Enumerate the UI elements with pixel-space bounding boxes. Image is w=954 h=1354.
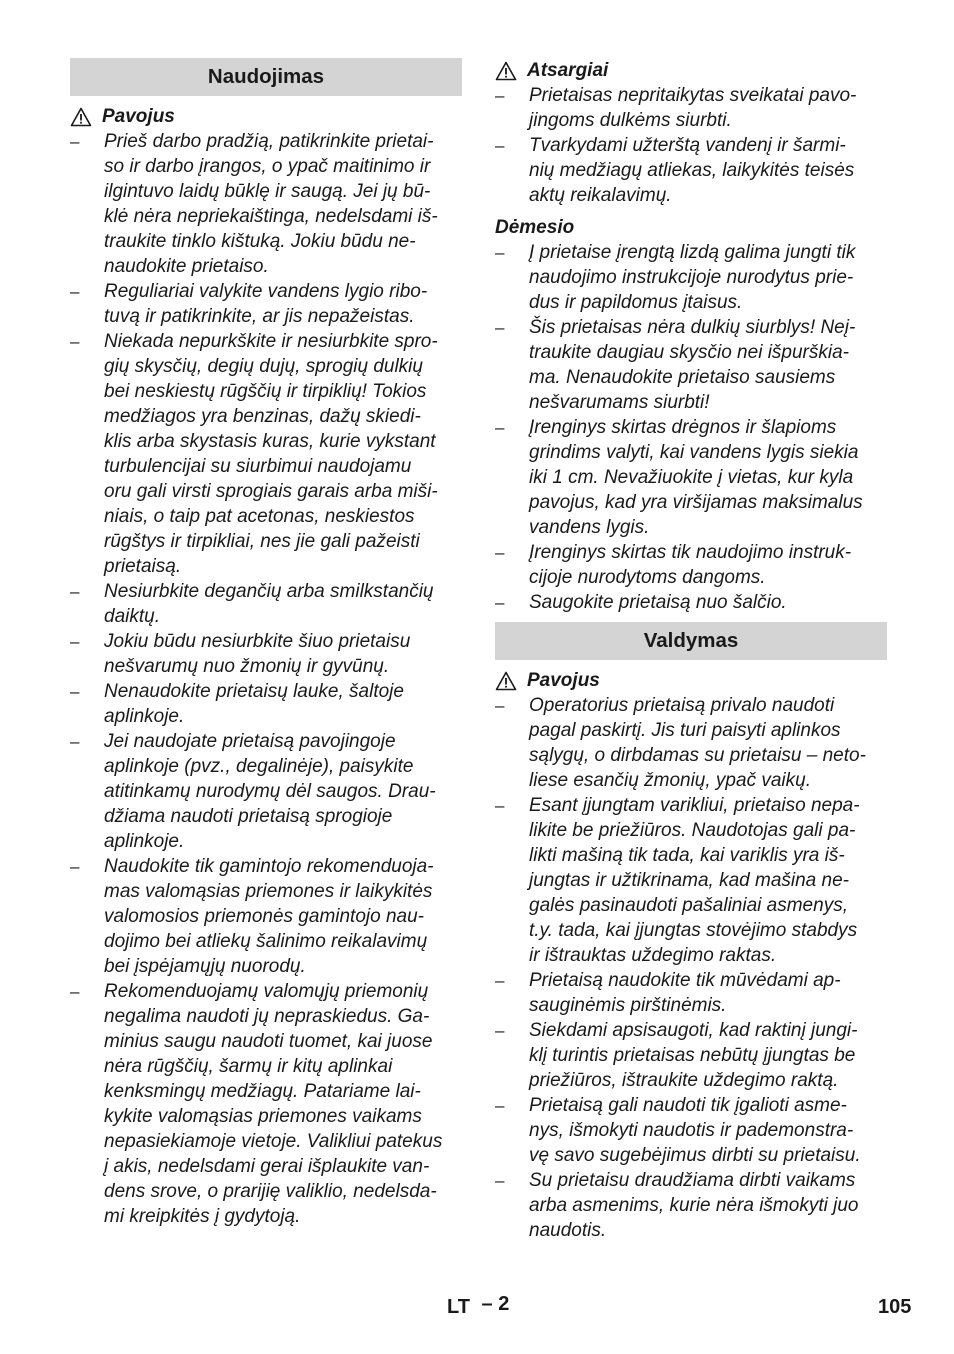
- list-item: – Su prietaisu draudžiama dirbti vaikams arba asmenims, kurie nėra išmokyti juo naudotis.: [495, 1168, 887, 1243]
- attention-label-text: Dėmesio: [495, 217, 575, 238]
- list-item: – Prietaisą gali naudoti tik įgalioti asme- nys, išmokyti naudotis ir pademonstra- vę savo sugebėjimus dirbti su prietaisu.: [495, 1093, 887, 1168]
- list-item: – Reguliariai valykite vandens lygio ribo- tuvą ir patikrinkite, ar jis nepažeistas.: [70, 279, 462, 329]
- attention-label: [495, 215, 887, 240]
- page-number: 105: [878, 1296, 912, 1318]
- section-heading-valdymas: Valdymas: [495, 622, 887, 660]
- list-item: – Siekdami apsisaugoti, kad raktinį jungi- klį turintis prietaisas nebūtų įjungtas be priežiūros, ištraukite uždegimo raktą.: [495, 1018, 887, 1093]
- list-item: – Jei naudojate prietaisą pavojingoje aplinkoje (pvz., degalinėje), paisykite atitinkamų nurodymų dėl saugos. Drau- džiama naudoti prietaisą sprogioje aplinkoje.: [70, 729, 462, 854]
- danger-label-text: Pavojus: [527, 670, 600, 691]
- left-column: [70, 58, 462, 1229]
- danger-label: [70, 104, 462, 129]
- list-item: – Saugokite prietaisą nuo šalčio.: [495, 590, 887, 615]
- list-item: – Įrenginys skirtas drėgnos ir šlapioms grindims valyti, kai vandens lygis siekia iki 1 cm. Nevažiuokite į vietas, kur kyla pavojus, kad yra viršijamas maksimalus vandens lygis.: [495, 415, 887, 540]
- list-item: – Nesiurbkite degančių arba smilkstančių daiktų.: [70, 579, 462, 629]
- warning-triangle-icon: [495, 61, 517, 81]
- list-item: – Prietaisas nepritaikytas sveikatai pavo- jingoms dulkėms siurbti.: [495, 83, 887, 133]
- list-item: – Prieš darbo pradžią, patikrinkite prietai- so ir darbo įrangos, o ypač maitinimo ir ilgintuvo laidų būklę ir saugą. Jei jų bū- klė nėra nepriekaištinga, nedelsdami iš- traukite tinklo kištuką. Jokiu būdu ne- naudokite prietaiso.: [70, 129, 462, 279]
- danger-label: [495, 668, 887, 693]
- caution-label: [495, 58, 887, 83]
- list-item: – Tvarkydami užterštą vandenį ir šarmi- nių medžiagų atliekas, laikykitės teisės aktų reikalavimų.: [495, 133, 887, 208]
- section-page: – 2: [481, 1293, 510, 1315]
- footer-language-section: [447, 1293, 510, 1319]
- list-item: – Rekomenduojamų valomųjų priemonių negalima naudoti jų nepraskiedus. Ga- minius saugu naudoti tuomet, kai juose nėra rūgščių, šarmų ir kitų aplinkai kenksmingų medžiagų. Patariame lai- kykite valomąsias priemones vaikams nepasiekiamoje vietoje. Valikliui patekus į akis, nedelsdami gerai išplaukite van- dens srove, o prarijię valiklio, nedelsda- mi kreipkitės į gydytoją.: [70, 979, 462, 1229]
- list-item: – Įrenginys skirtas tik naudojimo instruk- cijoje nurodytoms dangoms.: [495, 540, 887, 590]
- caution-list: [495, 83, 887, 208]
- danger-list: [70, 129, 462, 1229]
- list-item: – Naudokite tik gamintojo rekomenduoja- mas valomąsias priemones ir laikykitės valomosios priemonės gamintojo nau- dojimo bei atliekų šalinimo reikalavimų bei įspėjamųjų nuorodų.: [70, 854, 462, 979]
- list-item: – Operatorius prietaisą privalo naudoti pagal paskirtį. Jis turi paisyti aplinkos sąlygų, o dirbdamas su prietaisu – neto- liese esančių žmonių, ypač vaikų.: [495, 693, 887, 793]
- list-item: – Prietaisą naudokite tik mūvėdami ap- sauginėmis pirštinėmis.: [495, 968, 887, 1018]
- list-item: – Esant įjungtam varikliui, prietaiso nepa- likite be priežiūros. Naudotojas gali pa- likti mašiną tik tada, kai variklis yra iš- jungtas ir užtikrinama, kad mašina ne- galės pasinaudoti pašaliniai asmenys, t.y. tada, kai įjungtas stovėjimo stabdys ir ištrauktas uždegimo raktas.: [495, 793, 887, 968]
- list-item: – Jokiu būdu nesiurbkite šiuo prietaisu nešvarumų nuo žmonių ir gyvūnų.: [70, 629, 462, 679]
- attention-list: [495, 240, 887, 615]
- danger-label-text: Pavojus: [102, 106, 175, 127]
- danger-list-valdymas: [495, 693, 887, 1243]
- section-heading-naudojimas: Naudojimas: [70, 58, 462, 96]
- language-code: LT: [447, 1296, 470, 1318]
- warning-triangle-icon: [70, 107, 92, 127]
- right-column: [495, 58, 887, 1243]
- list-item: – Nenaudokite prietaisų lauke, šaltoje aplinkoje.: [70, 679, 462, 729]
- caution-label-text: Atsargiai: [527, 60, 609, 81]
- list-item: – Šis prietaisas nėra dulkių siurblys! Neį- traukite daugiau skysčio nei išpurškia- ma. Nenaudokite prietaiso sausiems nešvarumams siurbti!: [495, 315, 887, 415]
- list-item: – Į prietaise įrengtą lizdą galima jungti tik naudojimo instrukcijoje nurodytus prie- dus ir papildomus įtaisus.: [495, 240, 887, 315]
- list-item: – Niekada nepurkškite ir nesiurbkite spro- gių skysčių, degių dujų, sprogių dulkių bei neskiestų rūgščių ir tirpiklių! Tokios medžiagos yra benzinas, dažų skiedi- klis arba skystasis kuras, kurie vykstant turbulencijai su siurbimui naudojamu oru gali virsti sprogiais garais arba miši- niais, o taip pat acetonas, neskiestos rūgštys ir tirpikliai, nes jie gali pažeisti prietaisą.: [70, 329, 462, 579]
- warning-triangle-icon: [495, 671, 517, 691]
